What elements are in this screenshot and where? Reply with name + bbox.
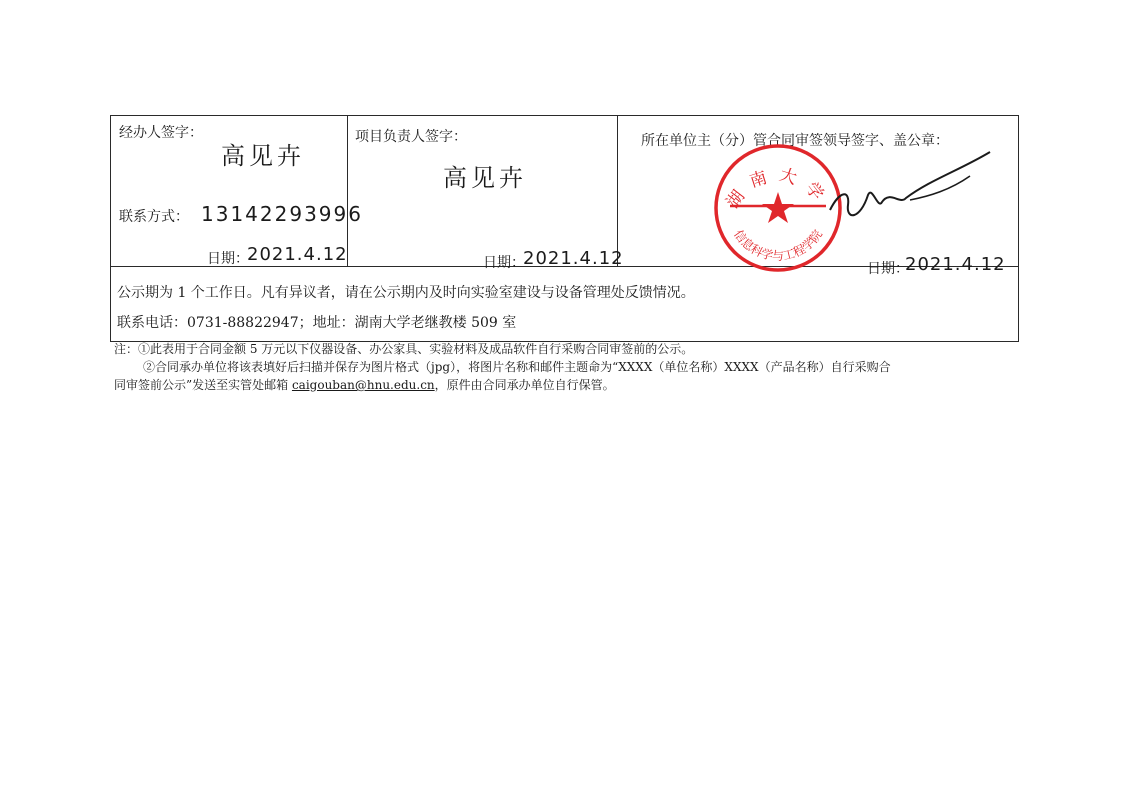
handler-signature: 高见卉 bbox=[221, 142, 305, 170]
notice-period-text: 公示期为 1 个工作日。凡有异议者，请在公示期内及时向实验室建设与设备管理处反馈情况。 bbox=[117, 285, 695, 301]
handler-signature-label: 经办人签字： bbox=[119, 125, 203, 141]
seal-top-text: 湖南大学 bbox=[722, 164, 834, 213]
contact-label: 联系方式： bbox=[119, 209, 189, 225]
project-leader-date-value: 2021.4.12 bbox=[523, 248, 624, 269]
email-link[interactable]: caigouban@hnu.edu.cn bbox=[291, 378, 435, 392]
project-leader-date-label: 日期： bbox=[483, 255, 525, 271]
project-leader-signature-label: 项目负责人签字： bbox=[355, 129, 467, 145]
seal-star-icon bbox=[762, 192, 794, 223]
unit-leader-date-label: 日期： bbox=[867, 261, 909, 277]
unit-leader-date-value: 2021.4.12 bbox=[905, 254, 1006, 275]
contact-value: 13142293996 bbox=[201, 202, 363, 226]
project-leader-signature: 高见卉 bbox=[443, 164, 527, 192]
handler-date-value: 2021.4.12 bbox=[247, 244, 348, 265]
note-2: ②合同承办单位将该表填好后扫描并保存为图片格式（jpg），将图片名称和邮件主题命为“XXXX（单位名称）XXXX（产品名称）自行采购合 bbox=[143, 360, 891, 374]
column-divider-2 bbox=[617, 116, 618, 266]
leader-handwritten-signature bbox=[820, 150, 1000, 230]
handler-date-label: 日期： bbox=[207, 251, 249, 267]
unit-leader-signature-label: 所在单位主（分）管合同审签领导签字、盖公章： bbox=[641, 133, 949, 149]
note-3 bbox=[114, 376, 615, 394]
note-3-suffix: ，原件由合同承办单位自行保管。 bbox=[434, 378, 615, 392]
note-3-prefix: 同审签前公示”发送至实管处邮箱 bbox=[114, 378, 292, 392]
contact-address-text: 联系电话：0731-88822947；地址：湖南大学老继教楼 509 室 bbox=[117, 315, 517, 331]
seal-bottom-text: 信息科学与工程学院 bbox=[731, 227, 825, 263]
note-1: 注：①此表用于合同金额 5 万元以下仪器设备、办公家具、实验材料及成品软件自行采购合同审签前的公示。 bbox=[114, 342, 694, 356]
